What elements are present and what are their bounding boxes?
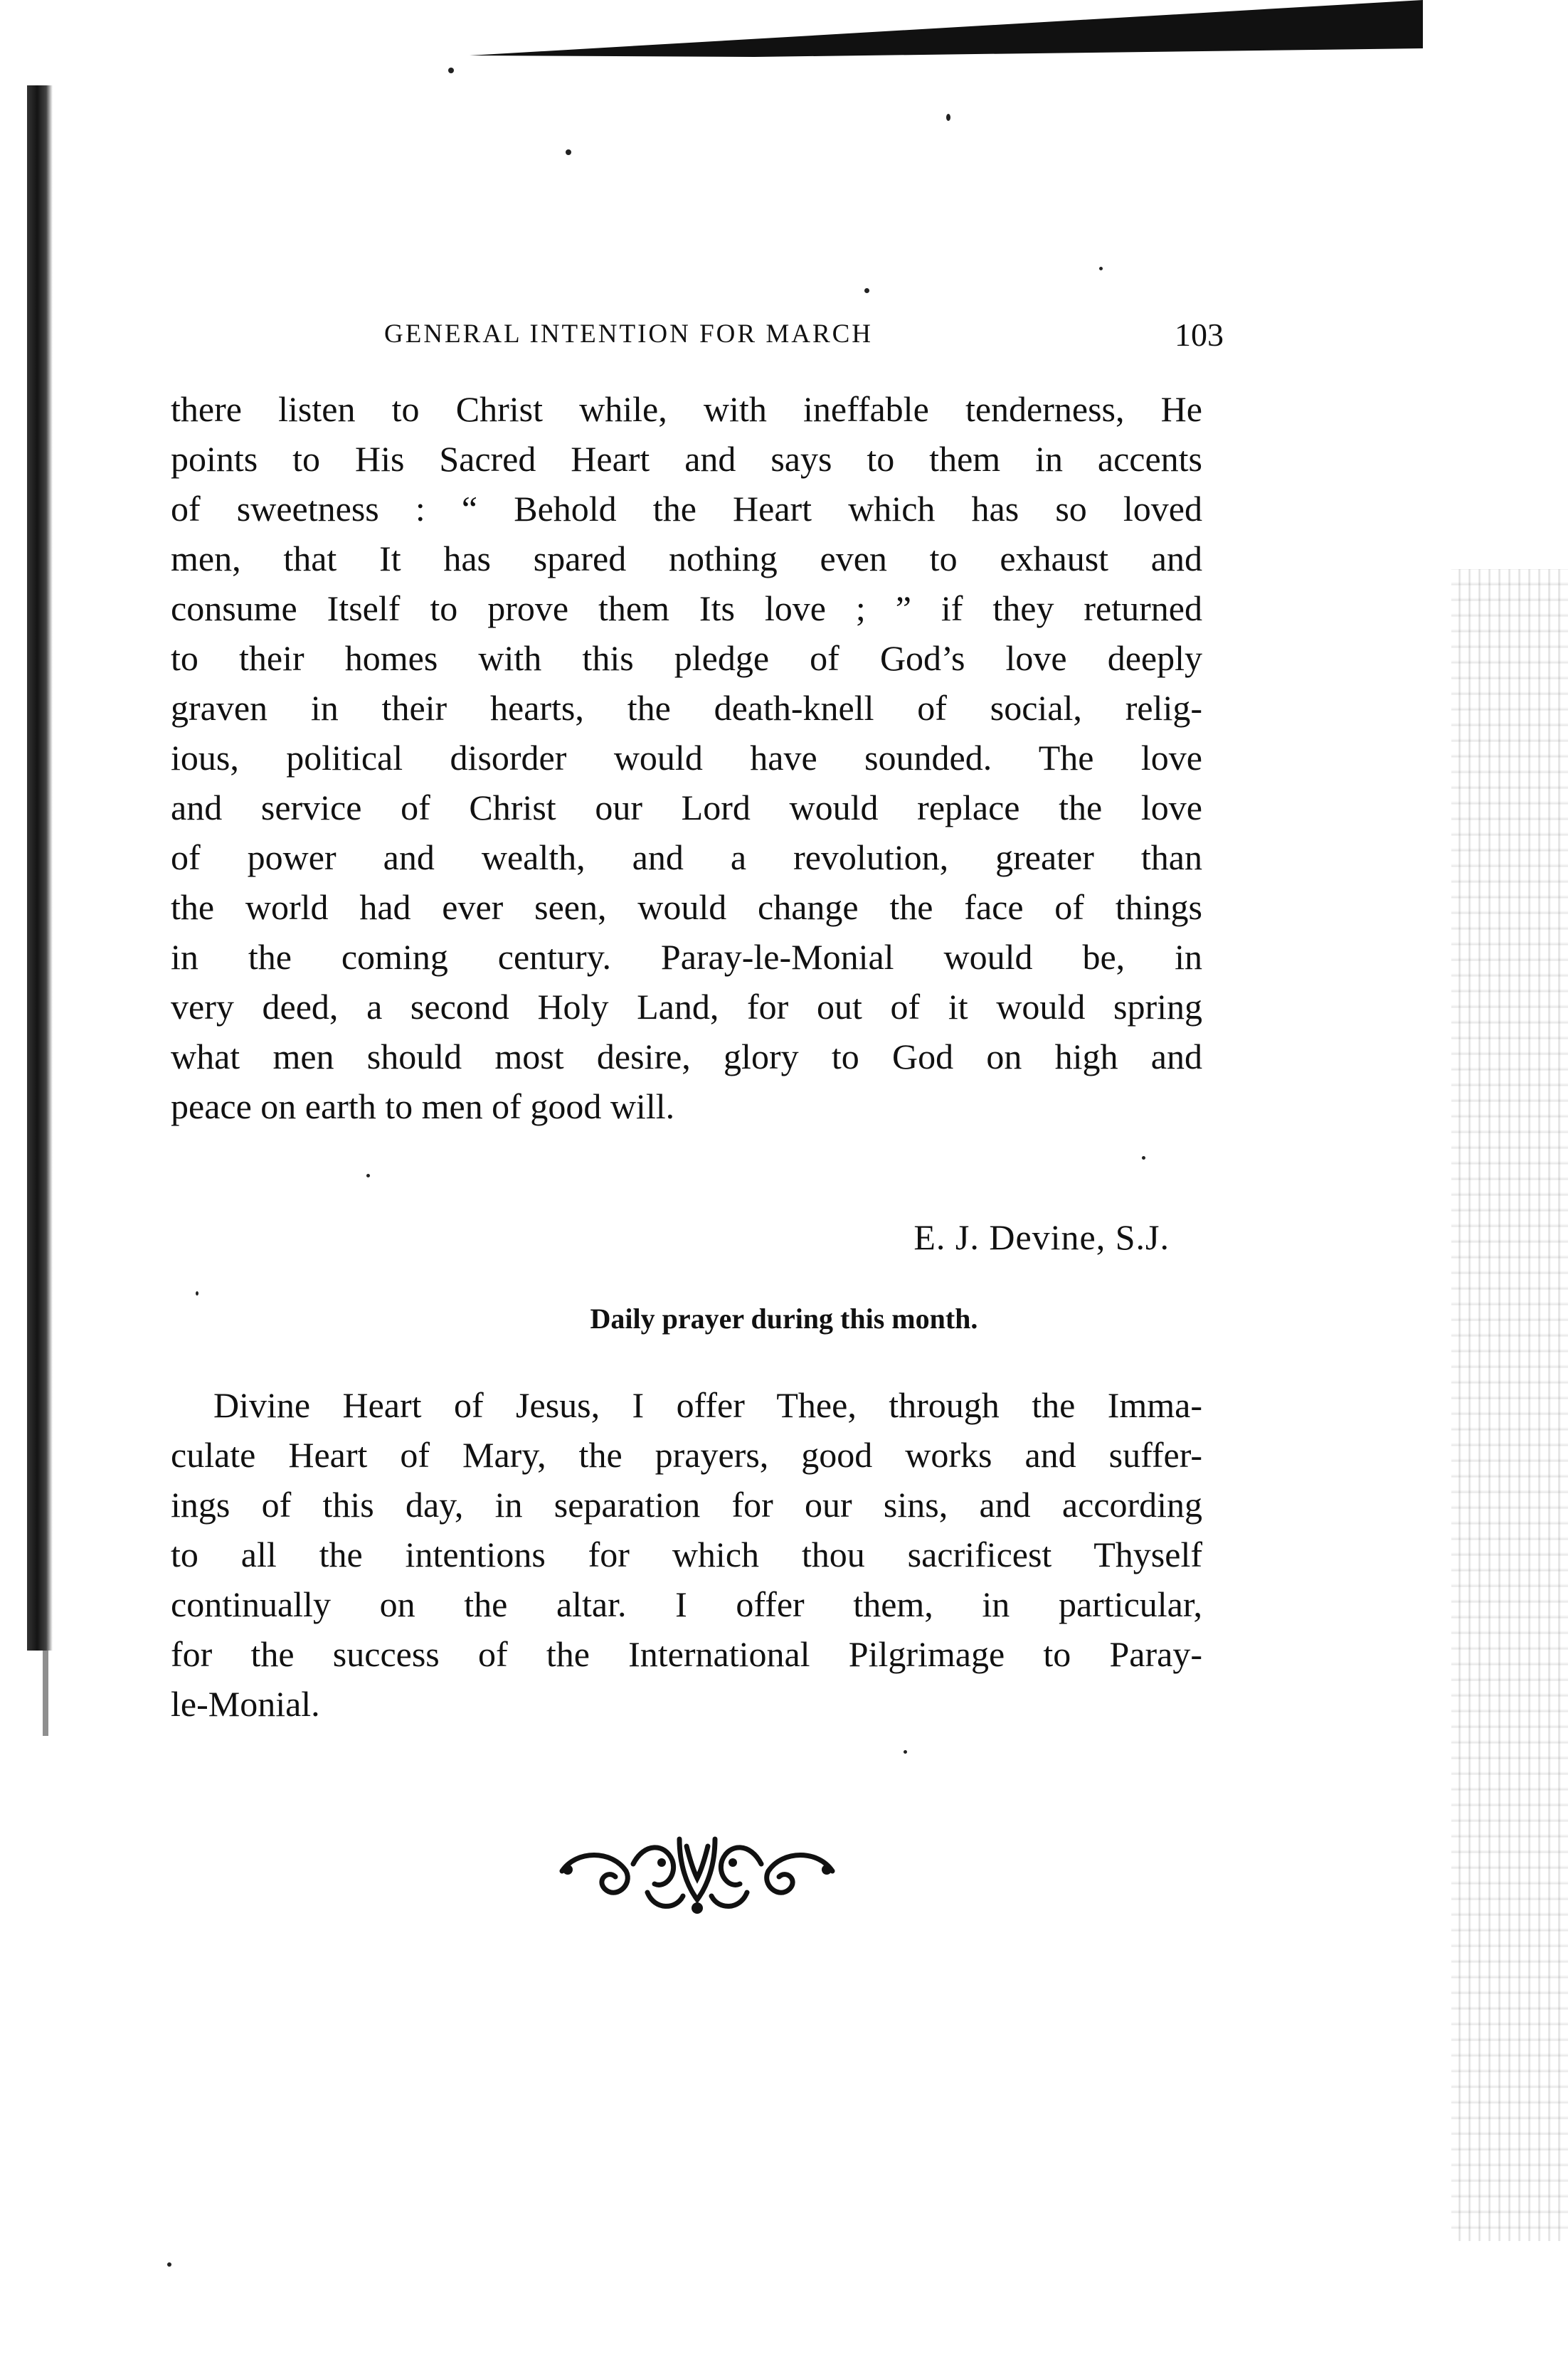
text-line: peace on earth to men of good will. xyxy=(171,1086,675,1126)
text-line: graven in their hearts, the death-knell of social, relig- xyxy=(171,688,1202,728)
speck xyxy=(167,2262,171,2267)
speck xyxy=(1142,1156,1145,1160)
text-line: of power and wealth, and a revolution, greater than xyxy=(171,837,1202,877)
running-title: GENERAL INTENTION FOR MARCH xyxy=(384,319,874,349)
page-number: 103 xyxy=(1175,317,1224,353)
prayer-text xyxy=(171,1380,1202,1729)
body-text xyxy=(171,384,1202,1131)
text-line: ious, political disorder would have sounded. The love xyxy=(171,738,1202,778)
text-line: very deed, a second Holy Land, for out of it would spring xyxy=(171,987,1202,1027)
fleuron-ornament-icon xyxy=(548,1821,847,1921)
text-line: and service of Christ our Lord would replace the love xyxy=(171,788,1202,827)
prayer-line: continually on the altar. I offer them, in particular, xyxy=(171,1584,1202,1624)
scan-edge-left-tail xyxy=(43,1651,48,1736)
prayer-line: le-Monial. xyxy=(171,1684,320,1724)
prayer-heading: Daily prayer during this month. xyxy=(590,1303,978,1335)
text-line: consume Itself to prove them Its love ; ” if they returned xyxy=(171,588,1202,628)
prayer-line: to all the intentions for which thou sacrificest Thyself xyxy=(171,1535,1202,1574)
prayer-line: ings of this day, in separation for our sins, and according xyxy=(171,1485,1202,1525)
text-line: men, that It has spared nothing even to exhaust and xyxy=(171,539,1202,578)
prayer-line: for the success of the International Pilgrimage to Paray- xyxy=(171,1634,1202,1674)
speck xyxy=(566,149,571,155)
speck xyxy=(196,1291,198,1296)
text-line: there listen to Christ while, with ineffable tenderness, He xyxy=(171,389,1202,429)
speck xyxy=(946,114,950,121)
text-line: in the coming century. Paray-le-Monial would be, in xyxy=(171,937,1202,977)
speck xyxy=(864,288,869,293)
text-line: the world had ever seen, would change the face of things xyxy=(171,887,1202,927)
scan-edge-left xyxy=(27,85,53,1651)
scan-edge-top xyxy=(470,0,1423,64)
author-signature: E. J. Devine, S.J. xyxy=(913,1217,1170,1257)
running-head xyxy=(384,319,1224,361)
text-line: of sweetness : “ Behold the Heart which has so loved xyxy=(171,489,1202,529)
text-line: what men should most desire, glory to God on high and xyxy=(171,1037,1202,1076)
speck xyxy=(366,1174,370,1177)
speck xyxy=(904,1750,907,1754)
speck xyxy=(448,68,454,73)
speck xyxy=(1099,267,1103,270)
prayer-line: Divine Heart of Jesus, I offer Thee, through the Imma- xyxy=(213,1385,1202,1425)
prayer-line: culate Heart of Mary, the prayers, good works and suffer- xyxy=(171,1435,1202,1475)
text-line: to their homes with this pledge of God’s love deeply xyxy=(171,638,1202,678)
text-line: points to His Sacred Heart and says to them in accents xyxy=(171,439,1202,479)
scan-edge-right xyxy=(1451,569,1568,2241)
